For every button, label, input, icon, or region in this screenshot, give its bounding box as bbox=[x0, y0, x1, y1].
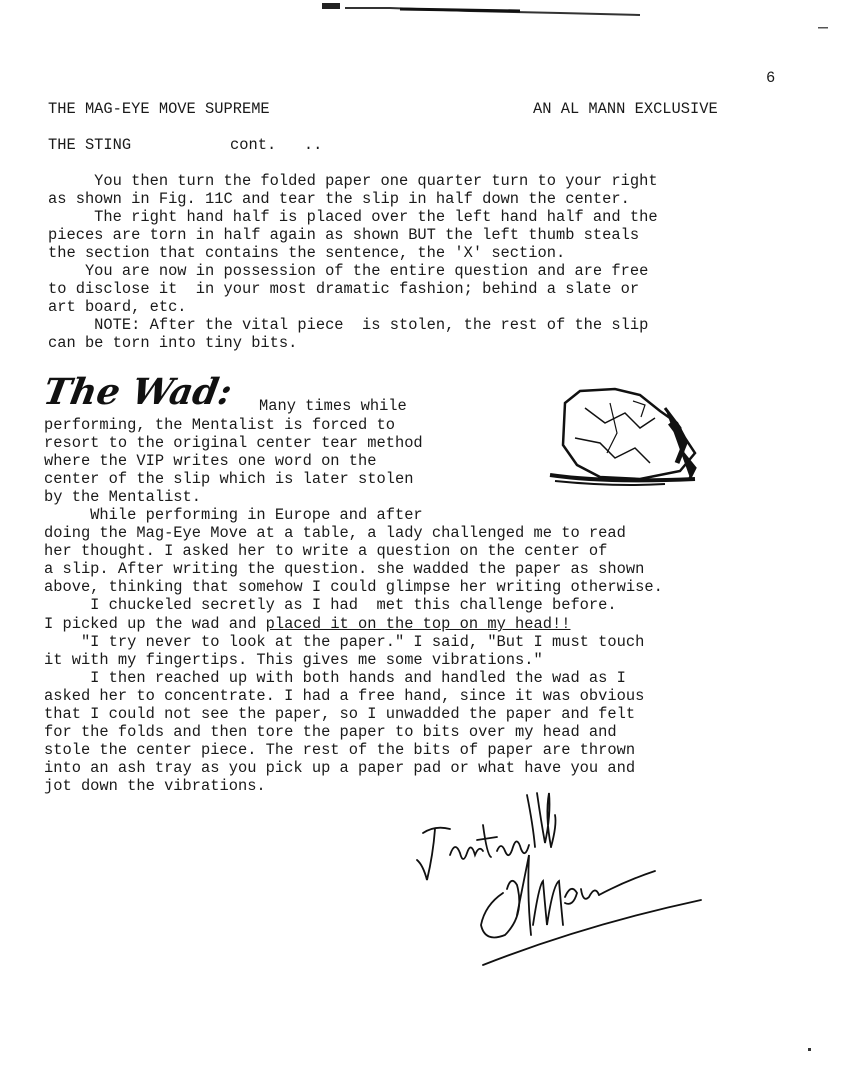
section-cont: cont. .. bbox=[230, 136, 323, 154]
section-2-line-8: her thought. I asked her to write a question on the center of bbox=[44, 542, 608, 560]
underlined-line bbox=[44, 615, 570, 633]
section-2-continued-line-3: I then reached up with both hands and handled the wad as I bbox=[44, 669, 626, 687]
section-1-line-2: as shown in Fig. 11C and tear the slip in half down the center. bbox=[48, 190, 630, 208]
section-2-line-4: center of the slip which is later stolen bbox=[44, 470, 414, 488]
section-2-continued-line-6: for the folds and then tore the paper to bits over my head and bbox=[44, 723, 617, 741]
section-2-line-2: resort to the original center tear method bbox=[44, 434, 423, 452]
underlined-phrase: placed it on the top on my head!! bbox=[265, 615, 571, 633]
section-2-continued-line-7: stole the center piece. The rest of the bits of paper are thrown bbox=[44, 741, 636, 759]
section-2-continued-line-4: asked her to concentrate. I had a free hand, since it was obvious bbox=[44, 687, 645, 705]
wadded-paper-illustration bbox=[545, 383, 715, 493]
header-byline: AN AL MANN EXCLUSIVE bbox=[533, 100, 718, 118]
section-2-line-3: where the VIP writes one word on the bbox=[44, 452, 377, 470]
page-number: 6 bbox=[766, 69, 776, 87]
section-2-continued-line-2: it with my fingertips. This gives me some vibrations." bbox=[44, 651, 543, 669]
wad-first-line: Many times while bbox=[259, 397, 407, 415]
section-1-line-6: You are now in possession of the entire question and are free bbox=[48, 262, 649, 280]
section-1-line-7: to disclose it in your most dramatic fashion; behind a slate or bbox=[48, 280, 640, 298]
underlined-line-prefix: I picked up the wad and bbox=[44, 615, 266, 633]
section-1-line-10: can be torn into tiny bits. bbox=[48, 334, 298, 352]
section-2-line-7: doing the Mag-Eye Move at a table, a lady challenged me to read bbox=[44, 524, 626, 542]
section-title: THE STING bbox=[48, 136, 132, 154]
section-2-line-5: by the Mentalist. bbox=[44, 488, 202, 506]
section-2-line-6: While performing in Europe and after bbox=[44, 506, 423, 524]
section-1-line-3: The right hand half is placed over the left hand half and the bbox=[48, 208, 658, 226]
section-1-line-4: pieces are torn in half again as shown BUT the left thumb steals bbox=[48, 226, 640, 244]
signature bbox=[405, 785, 725, 975]
section-1-line-8: art board, etc. bbox=[48, 298, 187, 316]
section-1-line-9: NOTE: After the vital piece is stolen, the rest of the slip bbox=[48, 316, 649, 334]
wad-title: The Wad: bbox=[40, 371, 236, 413]
section-1-line-5: the section that contains the sentence, the 'X' section. bbox=[48, 244, 566, 262]
header-title: THE MAG-EYE MOVE SUPREME bbox=[48, 100, 270, 118]
section-1-line-1: You then turn the folded paper one quarter turn to your right bbox=[48, 172, 658, 190]
section-2-line-10: above, thinking that somehow I could glimpse her writing otherwise. bbox=[44, 578, 663, 596]
section-2-line-1: performing, the Mentalist is forced to bbox=[44, 416, 395, 434]
section-2-continued-line-9: jot down the vibrations. bbox=[44, 777, 266, 795]
section-2-line-9: a slip. After writing the question. she wadded the paper as shown bbox=[44, 560, 645, 578]
section-2-continued-line-5: that I could not see the paper, so I unwadded the paper and felt bbox=[44, 705, 636, 723]
section-2-continued-line-1: "I try never to look at the paper." I said, "But I must touch bbox=[44, 633, 645, 651]
section-2-continued-line-8: into an ash tray as you pick up a paper pad or what have you and bbox=[44, 759, 636, 777]
section-2-line-11: I chuckeled secretly as I had met this challenge before. bbox=[44, 596, 617, 614]
scan-artifact-top bbox=[0, 0, 841, 20]
